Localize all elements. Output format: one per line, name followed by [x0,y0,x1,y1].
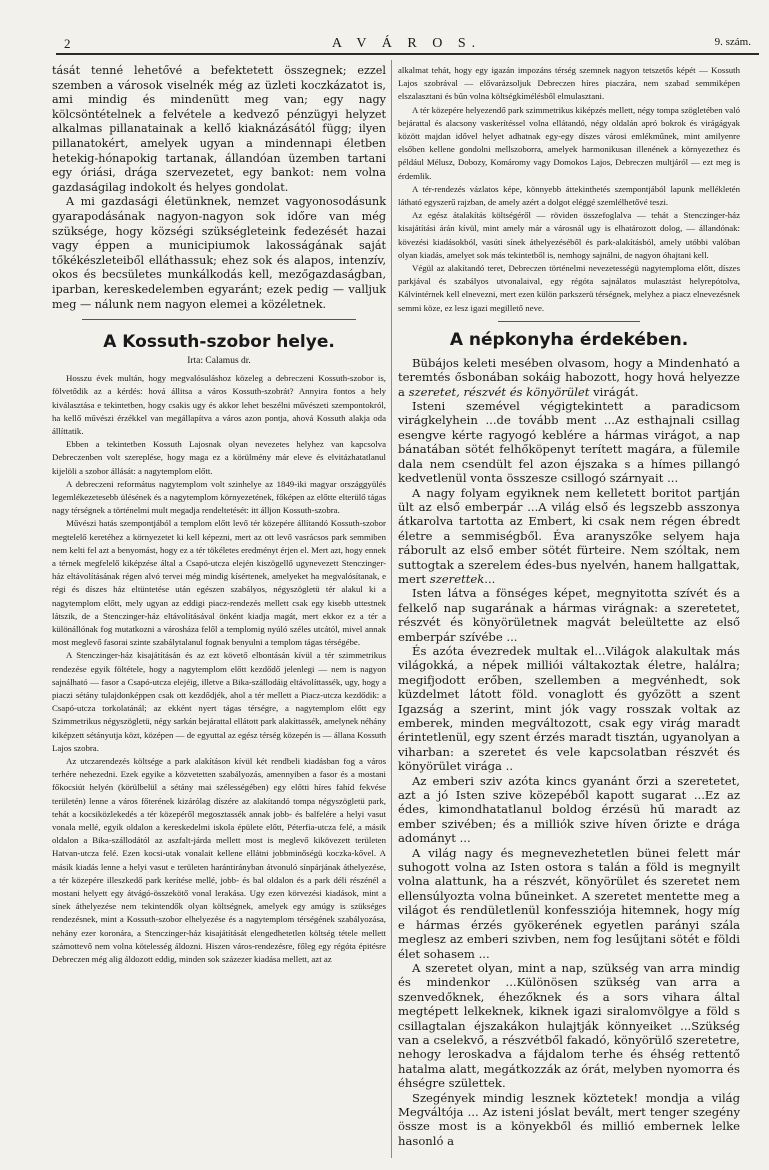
article-paragraph: alkalmat tehát, hogy egy igazán impozáns térség szemnek nagyon tetszetős képét — Kossuth Lajos szobrával — elővarázsoljuk Debreczen híres piaczára, nem szabad semmiképen elszalasztani és bűn volna költségkímélésből elmulasztani. [398,65,740,102]
right-column [398,64,740,1148]
page-number: 2 [64,36,71,51]
article-paragraph: Ebben a tekintetben Kossuth Lajosnak olyan nevezetes helyhez van kapcsolva Debreczenben volt szereplése, hogy maga ez a körülmény már eleve és elvitázhatatlanul kijelöli a szobor állását: a nagytemplom előtt. [52,439,386,476]
article-paragraph: Az emberi sziv azóta kincs gyanánt őrzi a szeretetet, azt a jó Isten szive közepéből kapott sugarat ...Ez az édes, kimondhatatlanul boldog érzésü hű maradt az ember szivében; és a milliók szive híven őrizte e drága adományt ... [398,773,740,846]
continued-text: tását tenné lehetővé a befektetett összegnek; ezzel szemben a városok viselnék még az üzleti koczkázatot is, ami mindig és mindenütt meg van; egy nagy kölcsöntételnek a felvétele a kedvező pénzügyi helyzet alkalmas pillanatainak a kellő kiaknázásától függ; ilyen pillanatokért, amelyek ugyan a mindennapi életben hetekig-hónapokig tartanak, állandóan üzemben tartani egy óriási, drága szervezetet, egy bankot: nem volna gazdaságilag indokolt és helyes gondolat. [52,64,386,194]
article-title-nepkonyha: A népkonyha érdekében. [449,329,689,350]
article-paragraph: Az utczarendezés költsége a park alakításon kívül két rendbeli kiadásban fog a város terhére nehezedni. Ezek egyike a közvetetten szabályozás, amennyiben a fasor és a mostani főkocsiút helyén (körülbelül a sétány mai szélességében) egy előtti híres fahíd fekvése területén) lenne a város főterének kizárólag díszére az alakítandó tompa négyszögletü park, tehát a kocsiközlekedés a tér közepéről megosztassék annak jobb- és balfelére a helyi vasut vonala mellé, egyik oldalon a kereskedelmi iskola épülete előtt, Péterfia-utcza felé, a másik oldalon a Bika-szállodától az aszfalt-járda mellett most is meglevő kikövezett területen Hatvan-utcza felé. Ezen kocsi-utak vonalait kellene ellátni jobbminőségü koczka-kővel. A másik kiadás lenne a helyi vasut e területen harántirányban átvonuló sínpárjának áthelyezése, a tér közepére illeszkedő park kerítése mellé, jobb- és bal oldalon és a park déli részénél a mostani helyett egy átvágó-összekötő vonal lerakása. Ugy ezen körvezési kiadások, mint a sínek áthelyezése nem tekintendők olyan költségnek, amelyek egy amúgy is szükséges rendezésnek, mint a Kossuth-szobor elhelyezése és a nagytemplom térségének szabályozása, nehány ezer koronára, a Stenczinger-ház kisajátítását elengedhetetlen költség tétele mellett számottevő nem volna kötelesség áldozni. Hiszen város-rendezésre, főleg egy régóta épitésre Debreczen még alig áldozott eddig, minden sok százezer kiadása mellett, azt az [52,755,386,965]
article-paragraph: A debreczeni református nagytemplom volt szinhelye az 1849-iki magyar országgyülés legemlékezetesebb ülésének és a nagytemplom környezetének, főképen az előtte elterülő tágas nagy térségnek a történelmi mult megadja rendeltetését: itt álljon Kossuth-szobra. [52,478,386,516]
column-divider [391,60,392,1158]
header-rule [56,53,759,55]
page-header [52,34,761,54]
article-paragraph: A Stenczinger-ház kisajátításán és az ezt követő elbontásán kívül a tér szimmetrikus rendezése egyik föltétele, hogy a nagytemplom előtt kezdődő jelenlegi — nem is nagyon sajnálható — fasor a Csapó-utcza elejéig, illetve a Bika-szállodáig eltávolíttassék, ugy, hogy a piaczi sétány tulajdonképpen csak ott kezdődjék, ahol a tér mellett a Piacz-utcza kezdődik: a Csapó-utcza torkolatánál; az ekként nyert tágas térségre, a nagytemplom előtt egy Szimmetrikus négyszögletü, négy sarkán bejárattal ellátott park alakíttassék, amelynek néhány kiképzett sétányutja közt, középen — de egyuttal az egész térség közepén is — állana Kossuth Lajos szobra. [52,650,386,753]
section-divider [498,321,640,322]
article-paragraph: Isten látva a fönséges képet, megnyitotta szívét és a felkelő nap sugarának a hármas virágnak: a szeretetet, részvét és könyörületnek magvát beleültette az első emberpár szívébe ... [398,586,740,644]
article-paragraph: Isteni szemével végigtekintett a paradicsom virágkelyhein ...de tovább ment ...Az esthajnali csillag esengve kérte ragyogó keblére a hármas virágot, a nap bánatában sötét felhőköpenyt terített magára, a fülemile dala nem csendült fel azon éjszaka s a hímes pillangó kedvetlenül vonta összesze csillogó szárnyait ... [398,399,740,486]
article-byline: Irta: Calamus dr. [187,356,251,367]
article-paragraph: Művészi hatás szempontjából a templom előtt levő tér közepére állítandó Kossuth-szobor megtelelő keretéhez a környezetet ki kell képezni, mert az ott levő vasrácsos park semmiben nem kelti fel azt a benyomást, hogy ez a tér tökéletes eredményt érjen el. Mert azt, hogy ennek a térnek megfelelő kiképzése által a Csapó-utcza elején kiszögellő ugynevezett Stenczinger-ház eltávolításának régen alvó tervei még mindig kísértenek, amelyeket ha megvalósítanak, e régi és díszes ház eltüntetése után egészen szabályos, négyszögletü tér alakul ki a nagytemplom előtt, mely ugyan az eddigi piacz-rendezés mellett csak egy kisebb uttestnek látszik, de a Stenczinger-ház eltávolításával önként kiadja magát, mert ekkor ez a tér a különállónak fog mutatkozni a városháza felől a templomig nyúló széles utcától, mivel annak most meglevő fasorai szinte szabálytalanul fognak benyulni a templom tágas térségébe. [52,518,386,648]
article-intro: Bübájos keleti mesében olvasom, hogy a Mindenható a teremtés ősbonában sokáig habozott, hogy hová helyezze a szeretet, részvét és könyörület virágát. [398,355,740,399]
article-paragraph: A tér-rendezés vázlatos képe, könnyebb áttekinthetés szempontjából lapunk mellékletén látható egyszerű rajzban, de amely azért a dolgot eléggé szemlélhetővé teszi. [398,183,740,208]
emphasis-text: szerettek [429,571,485,586]
article-paragraph: Hosszu évek multán, hogy megvalósuláshoz közeleg a debreczeni Kossuth-szobor is, fölvetődik az a kérdés: hová állitsa a város Kossuth-szobrát? Annyira fontos a hely kiválasztása e tekintetben, hogy csakis ugy és akkor lehet beszélni művészeti szempontokról, ha kellő művészi érzékkel van megállapítva a város azon pontja, ahová Kossuth alakja oda állíttatik. [52,373,386,436]
article-title-kossuth: A Kossuth-szobor helye. [103,332,335,353]
article-paragraph: A nagy folyam egyiknek nem kelletett boritot partján ült az első emberpár ...A világ első és legszebb asszonya átkarolva tartotta az Embert, ki csak nem régen ébredt életre a semmiségből. Éva aranyszőke selyem haja ráborult az első ember sötét fürteire. Nem szóltak, nem suttogtak a szerelem édes-bus nyelvén, hanem hallgattak, mert szerettek... [398,485,740,586]
article-paragraph: Szegények mindig lesznek köztetek! mondja a világ Megváltója ... Az isteni jóslat bevált, mert tenger szegény össze most is a könyekből és millió embernek lelke hasonló a [398,1090,740,1148]
article-paragraph: A szeretet olyan, mint a nap, szükség van arra mindig és mindenkor ...Különösen szükség van arra a szenvedőknek, éhezőknek és a sors vihara által megtépett lelkeknek, kiknek igazi siralomvölgye a föld s csillagtalan éjszakákon hulajtják könnyeiket ...Szükség van a cselekvő, a részvétből fakadó, könyörülő szeretetre, nehogy leroskadva a fájdalom terhe és éhség rettentő hatalma alatt, megátkozzák az órát, melyben nyomorra és éhségre születtek. [398,960,740,1091]
article-paragraph: És azóta évezredek multak el...Világok alakultak más világokká, a népek milliói váltakoztak életre, halálra; megifjodott erőben, szellemben a megvénhedt, sok küzdelmet látott föld. vonaglott és győzött a szent Igazság a szerint, mint jók vagy rosszak voltak az emberek, minden megváltozott, csak egy virág maradt érintetlenül, egy szent érzés maradt tisztán, ugyanolyan a viharban: a szeretet és vele kapcsolatban részvét és könyörület virága .. [398,643,740,774]
newspaper-title: A V Á R O S. [331,36,482,51]
article-paragraph: A világ nagy és megnevezhetetlen bünei felett már suhogott volna az Isten ostora s talán a föld is megnyilt volna alattunk, ha a részvét, könyörület és szeretet nem ellensúlyozta volna bűneinket. A szeretet mentette meg a világot és rendületlenül konfessziója hitemnek, hogy míg e hármas érzés gyökerének egyetlen parányi szála meglesz az emberi szivben, nem fog lesűjtani sötét e földi élet sohasem ... [398,845,740,961]
issue-number: 9. szám. [714,36,751,48]
emphasis-text: szeretet, részvét és könyörület [408,384,590,399]
continued-text-2: A mi gazdasági életünknek, nemzet vagyonosodásunk gyarapodásának nagyon-nagyon sok időre van még szüksége, hogy községi szükségleteink fedezését hazai vagy éppen a municipiumok lakosságának saját tőkékészleteiből elláthassuk; ehez sok és alapos, intenzív, okos és becsületes munkálkodás kell, mezőgazdaságban, iparban, kereskedelemben egyaránt; ezek pedig — valljuk meg — nálunk nem nagyon elemei a közéletnek. [52,195,386,311]
section-divider [82,319,356,320]
article-paragraph: Az egész átalakítás költségéről — röviden összefoglalva — tehát a Stenczinger-ház kisajátítási árán kívül, mint amely már a városnál ugy is elhatározott dolog, — állandónak: kövezési kiadásokból, vasúti sínek áthelyezéséből és park-alakításból, amely utóbbi valóban olyan kiadás, amelyet sok más tekintetből is, nemhogy sajnálni, de nagyon óhajtani kell. [398,210,740,260]
article-paragraph: Végül az alakítandó teret, Debreczen történelmi nevezetességü nagytemploma előtt, díszes parkjával és szabályos utvonalaival, egy régóta sajnálatos mulasztást helyrepótolva, Kálvintérnek kell elnevezni, mert ezen külön parkszerü térségnek, melyhez a piacz elnevezésnek semmi köze, ez lesz igazi megillető neve. [398,263,740,313]
article-paragraph: A tér közepére helyezendő park szimmetrikus kiképzés mellett, négy tompa szögletében való bejárattal és alacsony vaskerítéssel volna ellátandó, négy oldalán apró bokrok és virágágyak között majdan idővel helyet adhatnak egy-egy díszes városi emlékműnek, mint amilyenre elsőben kellene gondolni mellszoborra, amelyek harmonikusan illenének a környezethez és például Mélusz, Dobozy, Komáromy vagy Domokos Lajos, Debreczen multjáról — ezt meg is érdemlik. [398,104,740,181]
left-column [52,64,386,966]
